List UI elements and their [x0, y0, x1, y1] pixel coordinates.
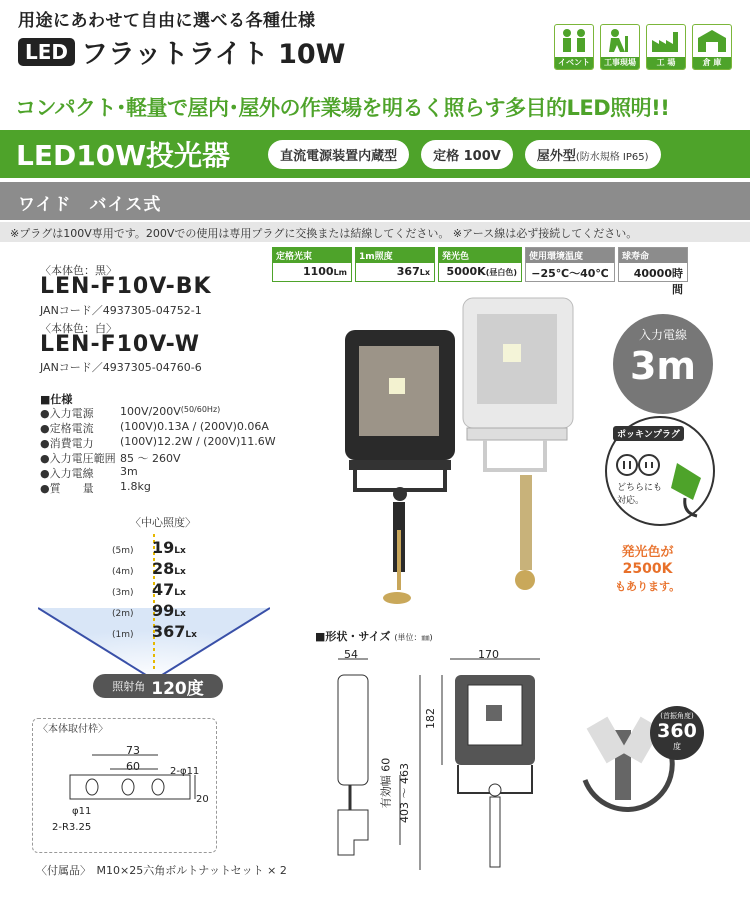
- page-title: [18, 32, 345, 71]
- white-light-photo: [463, 298, 573, 590]
- type-bar: ワイド バイス式: [0, 182, 750, 220]
- dim-side-width: 54: [344, 648, 358, 661]
- catchphrase: コンパクト･軽量で屋内･屋外の作業場を明るく照らす多目的LED照明!!: [15, 96, 670, 120]
- rotation-badge: (首振角度) 360 度: [650, 706, 704, 760]
- product-photo: [335, 280, 595, 610]
- illuminance-row: (4m) 28 Lx: [112, 559, 186, 578]
- illuminance-title: 〈中心照度〉: [130, 516, 196, 529]
- construction-icon: [601, 25, 639, 57]
- cable-length-badge: 入力電線 3m: [613, 314, 713, 414]
- feature-pill: 定格 100V: [421, 140, 513, 169]
- warehouse-icon: [693, 25, 731, 57]
- use-case-icons: [554, 24, 732, 70]
- usage-notes: ※プラグは100V専用です。200Vでの使用は専用プラグに交換または結線してください。 ※アース線は必ず接続してください。: [0, 222, 750, 242]
- plug-text: どちらにも対応。: [617, 483, 663, 506]
- spec-heading: ■仕様: [40, 393, 73, 406]
- spec-box-lux: 1m照度 367Lx: [355, 247, 435, 282]
- model-code: LEN-F10V-W: [40, 332, 201, 357]
- mount-hole: 2-φ11: [170, 766, 200, 777]
- use-case-factory: [646, 24, 686, 70]
- plug-icon: [667, 458, 709, 518]
- spec-row: ●消費電力 (100V)12.2W / (200V)11.6W: [40, 435, 276, 450]
- color-note: 発光色が 2500K もあります。: [615, 545, 681, 593]
- plug-outlet-icon: [615, 452, 661, 478]
- model-body-color: 〈本体色：黒〉: [40, 264, 117, 277]
- spec-box-color: 発光色 5000K(昼白色): [438, 247, 522, 282]
- mount-height: 20: [196, 794, 209, 805]
- dimension-heading: ■形状・サイズ (単位：㎜): [315, 630, 433, 643]
- dim-front-width: 170: [478, 648, 499, 661]
- illuminance-row: (1m) 367 Lx: [112, 622, 197, 641]
- illuminance-row: (3m) 47 Lx: [112, 580, 186, 599]
- illuminance-rows: [112, 538, 197, 643]
- factory-icon: [647, 25, 685, 57]
- led-badge: LED: [18, 38, 75, 66]
- plug-title: ポッキンプラグ: [613, 426, 684, 441]
- spec-box-life: 球寿命 40000時間: [618, 247, 688, 282]
- illuminance-row: (2m) 99 Lx: [112, 601, 186, 620]
- spec-box-lumen: 定格光束 1100Lm: [272, 247, 352, 282]
- mount-hole2: φ11: [72, 806, 92, 817]
- dim-effective: 有効幅 60: [379, 757, 393, 809]
- spec-row: ●入力電圧範囲 85 〜 260V: [40, 452, 181, 465]
- feature-pill: 直流電源装置内蔵型: [268, 140, 409, 169]
- jan-code: JANコード／4937305-04760-6: [40, 361, 202, 374]
- black-light-photo: [345, 330, 455, 604]
- mount-radius: 2-R3.25: [52, 822, 92, 833]
- spec-boxes: [272, 247, 688, 296]
- model-code: LEN-F10V-BK: [40, 274, 212, 299]
- illuminance-row: (5m) 19 Lx: [112, 538, 186, 557]
- title-text: フラットライト 10W: [81, 39, 346, 70]
- spec-row: ●入力電源 100V/200V (50/60Hz): [40, 405, 221, 420]
- use-case-event: [554, 24, 594, 70]
- dim-height-range: 403 〜 463: [397, 763, 411, 823]
- mount-w1: 73: [126, 744, 140, 757]
- header-subtitle: 用途にあわせて自由に選べる各種仕様: [18, 11, 316, 31]
- jan-code: JANコード／4937305-04752-1: [40, 304, 202, 317]
- use-case-label: 工事現場: [601, 57, 639, 69]
- spec-row: ●入力電線 3m: [40, 465, 138, 480]
- dim-head-height: 182: [424, 708, 437, 729]
- use-case-construction: [600, 24, 640, 70]
- use-case-label: イベント: [555, 57, 593, 69]
- mount-w2: 60: [126, 760, 140, 773]
- use-case-label: 倉 庫: [693, 57, 731, 69]
- feature-pill: 屋外型(防水規格 IP65): [525, 140, 661, 169]
- spec-box-temp: 使用環境温度 −25℃〜40℃: [525, 247, 615, 282]
- use-case-warehouse: [692, 24, 732, 70]
- spec-row: ●質 量 1.8kg: [40, 480, 151, 495]
- event-icon: [555, 25, 593, 57]
- product-heading: LED10W投光器: [16, 139, 231, 172]
- dimension-drawing: [320, 645, 570, 885]
- plug-badge: [605, 416, 715, 526]
- accessory-note: 〈付属品〉 M10×25六角ボルトナットセット × 2: [36, 864, 287, 877]
- model-body-color: 〈本体色：白〉: [40, 322, 117, 335]
- mount-title: 〈本体取付枠〉: [38, 724, 108, 735]
- use-case-label: 工 場: [647, 57, 685, 69]
- product-bar: [0, 130, 750, 178]
- spec-row: ●定格電流 (100V)0.13A / (200V)0.06A: [40, 420, 269, 435]
- beam-angle: 照射角 120度: [93, 674, 223, 698]
